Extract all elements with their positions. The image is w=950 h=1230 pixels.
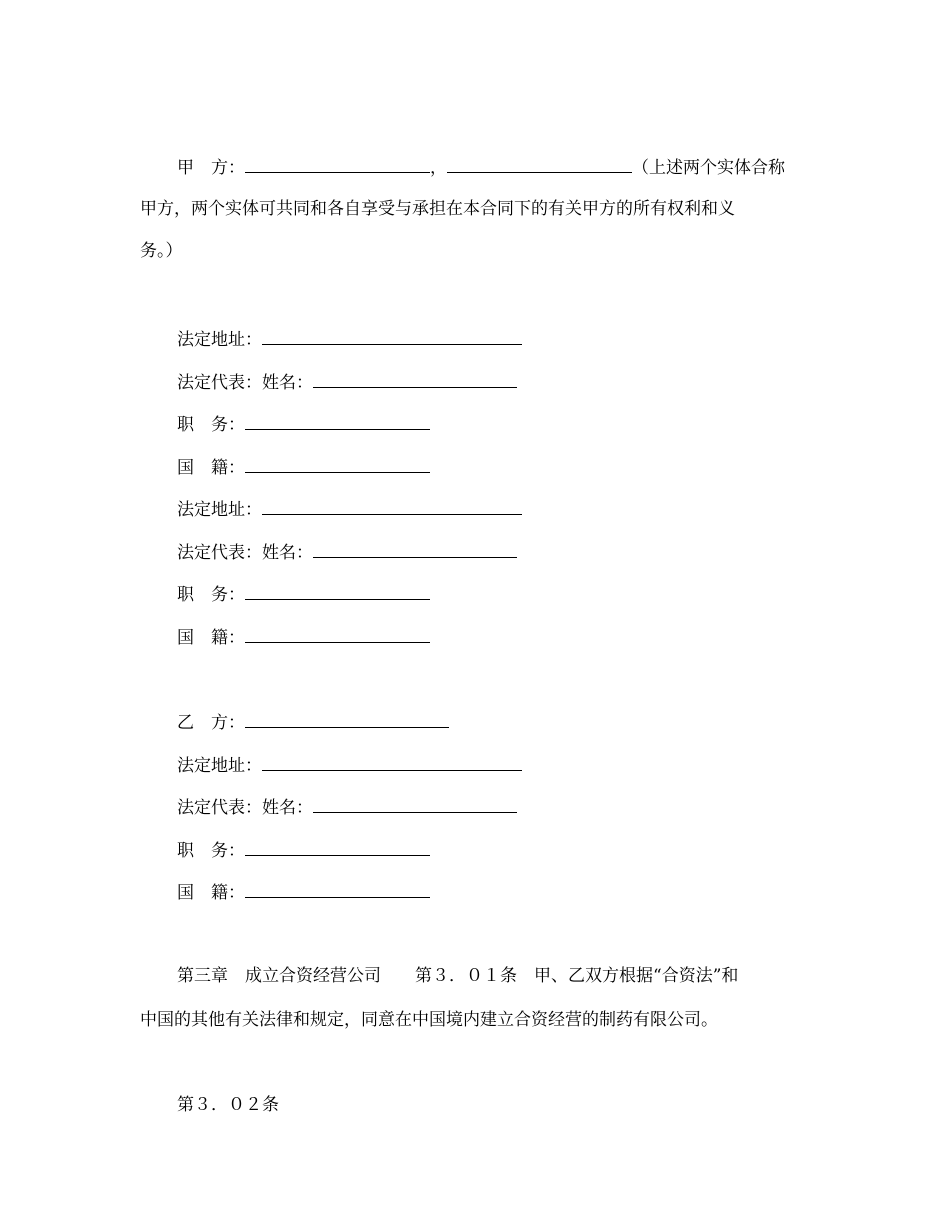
party-b-title-blank [245,839,430,856]
entity1-address-blank [262,328,522,345]
party-b-rep-row [177,796,517,818]
party-b-address-label: 法定地址： [177,756,262,776]
party-a-name-blank-1 [245,156,430,173]
party-b-title-label: 职 务： [177,841,245,861]
entity2-rep-row [177,541,517,563]
party-b-rep-blank [313,796,517,813]
party-b-row [177,711,449,733]
party-a-line-2: 甲方，两个实体可共同和各自享受与承担在本合同下的有关甲方的所有权利和义 [140,199,735,219]
entity2-title-label: 职 务： [177,585,245,605]
entity1-nationality-blank [245,456,430,473]
party-b-title-row [177,839,430,861]
entity2-title-blank [245,583,430,600]
entity1-rep-row [177,371,517,393]
party-b-rep-label: 法定代表：姓名： [177,798,313,818]
entity1-address-label: 法定地址： [177,330,262,350]
party-b-nationality-label: 国 籍： [177,883,245,903]
party-b-address-row [177,754,522,776]
party-a-name-blank-2 [447,156,632,173]
party-a-line-3: 务。） [140,241,183,261]
party-b-name-blank [245,711,449,728]
entity2-address-row [177,498,522,520]
entity1-title-blank [245,413,430,430]
entity1-title-label: 职 务： [177,415,245,435]
party-a-note: （上述两个实体合称 [632,158,785,178]
party-b-label: 乙 方： [177,713,245,733]
party-b-nationality-blank [245,881,430,898]
chapter3-line-2: 中国的其他有关法律和规定，同意在中国境内建立合资经营的制药有限公司。 [140,1010,718,1030]
entity2-rep-label: 法定代表：姓名： [177,543,313,563]
chapter3-line-1: 第三章 成立合资经营公司 第３．０１条 甲、乙双方根据“合资法”和 [177,966,739,986]
entity2-nationality-blank [245,626,430,643]
entity1-rep-label: 法定代表：姓名： [177,373,313,393]
entity1-rep-blank [313,371,517,388]
party-b-nationality-row [177,881,430,903]
entity2-address-blank [262,498,522,515]
party-b-address-blank [262,754,522,771]
entity2-nationality-row [177,626,430,648]
entity2-rep-blank [313,541,517,558]
party-a-line [177,156,785,178]
party-a-label: 甲 方： [177,158,245,178]
entity1-address-row [177,328,522,350]
entity1-title-row [177,413,430,435]
article-3-02: 第３．０２条 [177,1095,279,1115]
entity2-address-label: 法定地址： [177,500,262,520]
entity2-nationality-label: 国 籍： [177,628,245,648]
entity1-nationality-row [177,456,430,478]
entity2-title-row [177,583,430,605]
entity1-nationality-label: 国 籍： [177,458,245,478]
party-a-separator: ， [430,158,447,178]
